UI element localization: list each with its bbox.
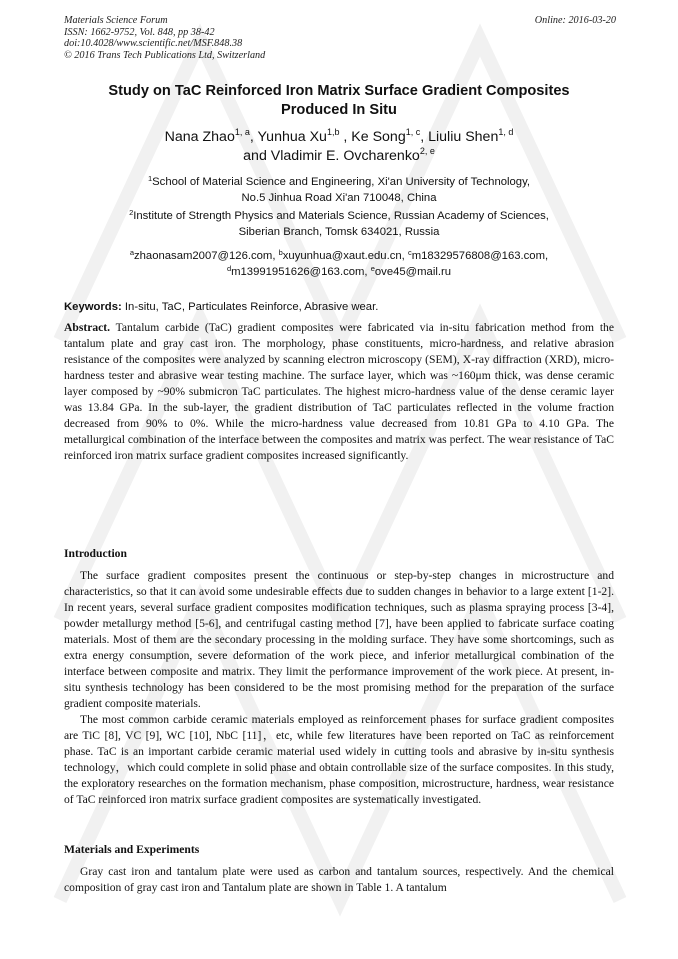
author-name: Yunhua Xu [257, 129, 327, 145]
email-mark: a [129, 248, 134, 257]
author-emails [60, 249, 618, 280]
affiliation-2 [60, 209, 618, 240]
paragraph: The surface gradient composites present the continuous or step-by-step changes in microstructure and characteristics, so that it can avoid some undesirable effects due to sudden changes in behavior to a large extent [1-2]. In recent years, several surface gradient composites modification techniques, such as plasma spraying process [3-4], powder metallurgy method [5-6], and centrifugal casting method [7], have been applied to fabricate surface coating materials. Most of them are the secondary processing in the molding surface. They have some shortcomings, such as extra energy consumption, severe deformation of the work piece, and inferior metallurgical combination of the interface between composite and matrix. They limit the performance improvement of the work piece. At present, in-situ synthesis technology has been considered to be the most promising method for the preparation of the surface gradient composite materials. [64, 569, 614, 710]
affiliation-1 [60, 175, 618, 206]
affiliation-mark: 2 [129, 208, 134, 217]
abstract-section [64, 320, 614, 464]
materials-section [64, 842, 614, 896]
email-link[interactable]: xuyunhua@xaut.edu.cn, [282, 250, 408, 262]
author-affiliation-mark: 1,b [326, 127, 340, 137]
email-mark: d [226, 263, 232, 273]
keywords-text: In-situ, TaC, Particulates Reinforce, Abrasive wear. [121, 301, 379, 313]
title-line-2: Produced In Situ [281, 102, 397, 118]
author-name: Ke Song [351, 129, 406, 145]
online-date: Online: 2016-03-20 [534, 15, 616, 26]
email-link[interactable]: ove45@mail.ru [374, 265, 452, 278]
journal-copyright: © 2016 Trans Tech Publications Ltd, Switzerland [64, 49, 266, 61]
author-name: Nana Zhao [164, 129, 235, 145]
journal-issn: ISSN: 1662-9752, Vol. 848, pp 38-42 [64, 26, 215, 38]
section-heading: Introduction [64, 547, 127, 560]
affiliation-mark: 1 [147, 174, 153, 183]
email-link[interactable]: m18329576808@163.com, [411, 250, 549, 262]
keywords [64, 300, 616, 314]
author-separator: , [420, 129, 429, 145]
paper-title [60, 82, 618, 120]
author-separator: , [339, 129, 352, 145]
keywords-label: Keywords: [64, 301, 122, 313]
introduction-section [64, 546, 614, 808]
affiliation-line: Institute of Strength Physics and Materials Science, Russian Academy of Sciences, [133, 210, 549, 222]
author-list [60, 128, 618, 166]
email-mark: c [407, 248, 412, 257]
author-affiliation-mark: 2, e [419, 146, 435, 156]
paragraph: Gray cast iron and tantalum plate were used as carbon and tantalum sources, respectively. And the chemical composition of gray cast iron and Tantalum plate are shown in Table 1. A tantalum [64, 865, 614, 894]
authors-line-1 [60, 128, 618, 147]
journal-doi: doi:10.4028/www.scientific.net/MSF.848.38 [64, 38, 243, 50]
abstract-label: Abstract. [64, 321, 111, 334]
author-name: Liuliu Shen [428, 129, 499, 145]
email-mark: b [278, 248, 283, 257]
authors-line-2 [60, 147, 618, 166]
author-affiliation-mark: 1, d [498, 127, 514, 137]
journal-name: Materials Science Forum [64, 15, 168, 26]
email-mark: e [370, 263, 375, 273]
section-heading: Materials and Experiments [64, 843, 200, 856]
email-link[interactable]: m13991951626@163.com, [231, 265, 371, 278]
title-line-1: Study on TaC Reinforced Iron Matrix Surface Gradient Composites [108, 83, 570, 99]
author-affiliation-mark: 1, a [234, 127, 250, 137]
author-name: and Vladimir E. Ovcharenko [243, 148, 420, 164]
author-affiliation-mark: 1, c [405, 127, 421, 137]
journal-header [64, 15, 265, 61]
email-link[interactable]: zhaonasam2007@126.com, [134, 250, 279, 262]
affiliation-line: No.5 Jinhua Road Xi'an 710048, China [241, 191, 437, 204]
affiliation-line: Siberian Branch, Tomsk 634021, Russia [238, 225, 440, 238]
affiliation-line: School of Material Science and Engineering, Xi'an University of Technology, [152, 176, 531, 188]
paragraph: The most common carbide ceramic materials employed as reinforcement phases for surface gradient composites are TiC [8], VC [9], WC [10], NbC [11]，etc, while few literatures have been reported on TaC as reinforcement phase. TaC is an important carbide ceramic material used widely in cutting tools and abrasive by in-situ synthesis technology，which could complete in solid phase and obtain controllable size of the surface composites. In this study, the exploratory researches on the formation mechanism, phase composition, microstructure, hardness, wear resistance of TaC reinforced iron matrix surface gradient composites are systematically investigated. [64, 713, 614, 806]
author-separator: , [249, 129, 258, 145]
abstract-text: Tantalum carbide (TaC) gradient composites were fabricated via in-situ fabrication method from the tantalum plate and gray cast iron. The morphology, phase constituents, micro-hardness, and relative abrasion resistance of the composites were analyzed by scanning electron microscopy (SEM), X-ray diffraction (XRD), micro-hardness tester and abrasive wear testing machine. The surface layer, which was ~160μm thick, was dense ceramic layer composed by ~90% submicron TaC particulates. The highest micro-hardness value of the dense ceramic layer was 13.84 GPa. In the sub-layer, the gradient distribution of TaC particulates reflected in the volume fraction decreased from 90% to 0%. While the micro-hardness value decreased from 10.81 GPa to 4.10 GPa. The metallurgical combination of the interface between the composites and matrix was perfect. The wear resistance of TaC reinforced iron matrix surface gradient composites increased significantly. [64, 321, 614, 462]
